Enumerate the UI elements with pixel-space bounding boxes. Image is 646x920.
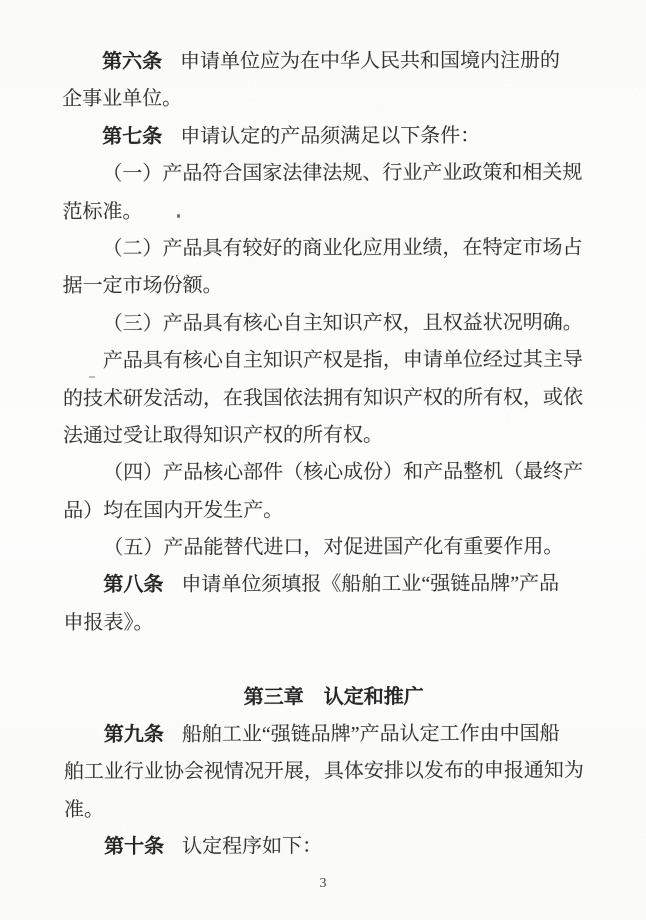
line-text: 申请单位须填报《船舶工业“强链品牌”产品 bbox=[181, 573, 560, 597]
line-text: （五）产品能替代进口，对促进国产化有重要作用。 bbox=[103, 535, 564, 559]
doc-line bbox=[63, 304, 587, 343]
chapter-number: 第三章 bbox=[243, 686, 304, 709]
doc-line bbox=[62, 117, 586, 156]
doc-line bbox=[62, 43, 586, 82]
article-term: 第六条 bbox=[102, 50, 163, 73]
article-term: 第七条 bbox=[102, 125, 163, 148]
line-text: 法通过受让取得知识产权的所有权。 bbox=[62, 424, 384, 447]
chapter-heading bbox=[72, 678, 596, 717]
line-text: 据一定市场份额。 bbox=[62, 274, 223, 298]
article-term: 第九条 bbox=[103, 723, 164, 746]
doc-line bbox=[62, 230, 586, 269]
line-text: （一）产品符合国家法律法规、行业产业政策和相关规 bbox=[102, 161, 583, 186]
line-text: （二）产品具有较好的商业化应用业绩，在特定市场占 bbox=[102, 236, 583, 260]
line-text: （四）产品核心部件（核心成份）和产品整机（最终产 bbox=[103, 460, 584, 485]
document-body bbox=[62, 43, 588, 867]
doc-line bbox=[64, 716, 588, 755]
line-text: 申请单位应为在中华人民共和国境内注册的 bbox=[180, 49, 561, 73]
line-text: 认定程序如下： bbox=[182, 835, 323, 858]
doc-line bbox=[63, 566, 587, 605]
doc-line bbox=[63, 603, 587, 642]
doc-line bbox=[62, 155, 586, 194]
doc-line bbox=[63, 379, 587, 418]
line-text: 船舶工业“强链品牌”产品认定工作由中国船 bbox=[181, 722, 560, 746]
chapter-title: 认定和推广 bbox=[323, 685, 424, 708]
doc-line bbox=[64, 790, 588, 829]
line-text: 申请认定的产品须满足以下条件： bbox=[180, 124, 481, 148]
doc-line bbox=[62, 192, 586, 231]
doc-line bbox=[63, 529, 587, 568]
line-text: 的技术研发活动，在我国依法拥有知识产权的所有权，或依 bbox=[62, 386, 583, 410]
doc-line bbox=[64, 753, 588, 792]
line-text: 申报表》。 bbox=[63, 611, 154, 634]
page-number: 3 bbox=[319, 876, 327, 891]
doc-line bbox=[62, 80, 586, 119]
line-text: 企事业单位。 bbox=[62, 88, 183, 111]
line-text: （三）产品具有核心自主知识产权，且权益状况明确。 bbox=[102, 311, 583, 335]
line-text: 准。 bbox=[63, 798, 105, 821]
article-term: 第十条 bbox=[104, 835, 165, 859]
line-text: 品）均在国内开发生产。 bbox=[63, 499, 284, 522]
doc-line bbox=[63, 267, 587, 306]
doc-line bbox=[63, 491, 587, 530]
doc-line bbox=[63, 454, 587, 493]
doc-line bbox=[63, 417, 587, 456]
doc-line bbox=[64, 828, 588, 867]
line-text: 舶工业行业协会视情况开展，具体安排以发布的申报通知为 bbox=[63, 760, 584, 784]
line-text: 产品具有核心自主知识产权是指，申请单位经过其主导 bbox=[102, 348, 583, 373]
doc-line bbox=[63, 342, 587, 381]
article-term: 第八条 bbox=[103, 574, 164, 597]
line-text: 范标准。 bbox=[62, 200, 143, 223]
